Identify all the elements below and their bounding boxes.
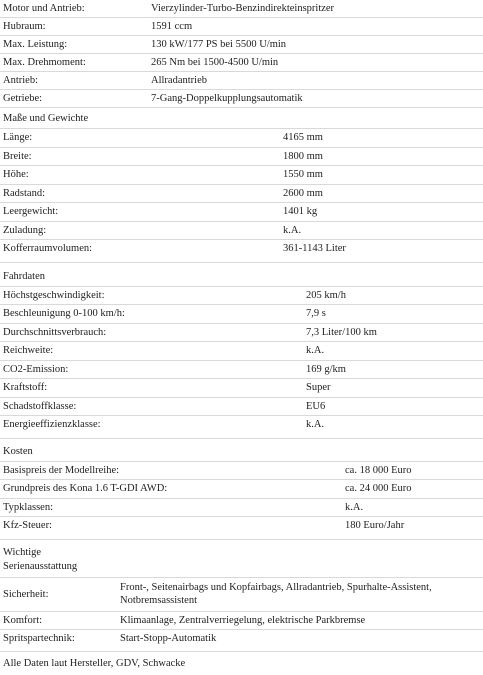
section-title-line: Wichtige	[3, 546, 42, 558]
spec-value: k.A.	[345, 501, 364, 513]
spec-value: 169 g/km	[306, 363, 346, 375]
section-title: Fahrdaten	[3, 270, 45, 282]
spec-label: Typklassen:	[3, 501, 54, 513]
spec-value: 4165 mm	[283, 132, 323, 143]
spec-row	[0, 415, 483, 434]
spec-label: Höchstgeschwindigkeit:	[3, 289, 105, 301]
spec-label: Durchschnittsverbrauch:	[3, 326, 107, 338]
spec-row	[0, 461, 483, 480]
spec-value: Klimaanlage, Zentralverriegelung, elektrische Parkbremse	[120, 614, 366, 626]
spec-label: Energieeffizienzklasse:	[3, 419, 101, 430]
spec-row	[0, 239, 483, 258]
spec-row	[0, 286, 483, 305]
spec-label: Leergewicht:	[3, 206, 59, 217]
spec-label: Zuladung:	[3, 224, 47, 236]
spec-label: Max. Drehmoment:	[3, 57, 86, 68]
kosten-section	[0, 438, 483, 535]
spec-row	[0, 71, 483, 89]
spec-label: Breite:	[3, 150, 32, 162]
spec-value: Vierzylinder-Turbo-Benzindirekteinspritzer	[151, 3, 335, 14]
source-note: Alle Daten laut Hersteller, GDV, Schwacke	[0, 651, 483, 675]
spec-label: Reichweite:	[3, 345, 54, 356]
spec-row	[0, 479, 483, 498]
spec-value: k.A.	[283, 224, 302, 236]
spec-label: CO2-Emission:	[3, 363, 69, 375]
spec-value: 7,9 s	[306, 308, 326, 319]
spec-row	[0, 304, 483, 323]
spec-value: k.A.	[306, 345, 325, 356]
spec-label: Antrieb:	[3, 75, 38, 86]
spec-row	[0, 184, 483, 203]
section-title-line: Serienausstattung	[3, 560, 78, 572]
masse-section	[0, 107, 483, 258]
spec-row	[0, 378, 483, 397]
spec-row	[0, 341, 483, 360]
spec-row	[0, 35, 483, 53]
section-title: Kosten	[3, 445, 33, 457]
spec-row	[0, 611, 483, 629]
spec-value: 205 km/h	[306, 289, 346, 301]
spec-value: ca. 18 000 Euro	[345, 464, 412, 476]
spec-label: Grundpreis des Kona 1.6 T-GDI AWD:	[3, 483, 168, 494]
spec-value: 1401 kg	[283, 206, 318, 217]
spec-value: 1800 mm	[283, 150, 323, 162]
spec-label: Hubraum:	[3, 21, 46, 32]
spec-row	[0, 53, 483, 71]
spec-row	[0, 498, 483, 517]
spec-label: Basispreis der Modellreihe:	[3, 464, 120, 476]
spec-label: Radstand:	[3, 187, 45, 199]
spec-row	[0, 165, 483, 184]
spec-value: 7-Gang-Doppelkupplungsautomatik	[151, 93, 303, 104]
spec-row	[0, 360, 483, 379]
spec-label: Kfz-Steuer:	[3, 520, 52, 531]
spec-row	[0, 221, 483, 240]
spec-label: Schadstoffklasse:	[3, 400, 77, 412]
spec-label: Höhe:	[3, 169, 29, 180]
spec-row	[0, 516, 483, 535]
spec-value: Allradantrieb	[151, 75, 207, 86]
spec-value: 2600 mm	[283, 187, 323, 199]
spec-label: Komfort:	[3, 614, 43, 626]
section-title	[0, 540, 483, 577]
spec-value: 1591 ccm	[151, 21, 193, 32]
spec-label: Kofferraumvolumen:	[3, 243, 93, 254]
spec-row	[0, 202, 483, 221]
spec-label: Motor und Antrieb:	[3, 3, 85, 14]
motor-section	[0, 0, 483, 107]
spec-value: Start-Stopp-Automatik	[120, 632, 217, 644]
spec-label: Kraftstoff:	[3, 382, 48, 393]
spec-value: Super	[306, 382, 331, 393]
spec-label: Max. Leistung:	[3, 39, 68, 50]
spec-row	[0, 17, 483, 35]
spec-label: Beschleunigung 0-100 km/h:	[3, 308, 125, 319]
spec-value: k.A.	[306, 419, 325, 430]
spec-label: Getriebe:	[3, 93, 43, 104]
spec-value: 1550 mm	[283, 169, 323, 180]
section-title: Maße und Gewichte	[3, 113, 89, 124]
spec-row	[0, 577, 483, 611]
spec-row	[0, 397, 483, 416]
spec-row	[0, 147, 483, 166]
ausstattung-section	[0, 539, 483, 647]
spec-label: Spritspartechnik:	[3, 632, 75, 644]
spec-value: 130 kW/177 PS bei 5500 U/min	[151, 39, 287, 50]
spec-row	[0, 0, 483, 17]
spec-label: Sicherheit:	[3, 588, 49, 600]
spec-row	[0, 323, 483, 342]
spec-value: ca. 24 000 Euro	[345, 483, 412, 494]
spec-label: Länge:	[3, 132, 33, 143]
spec-value: 361-1143 Liter	[283, 243, 346, 254]
fahrdaten-section	[0, 262, 483, 434]
spec-value: Front-, Seitenairbags und Kopfairbags, Allradantrieb, Spurhalte-Assistent, Notbremsassistent	[120, 582, 432, 606]
spec-value: 265 Nm bei 1500-4500 U/min	[151, 57, 279, 68]
spec-row	[0, 128, 483, 147]
spec-row	[0, 89, 483, 107]
spec-value: 180 Euro/Jahr	[345, 520, 405, 531]
spec-value: EU6	[306, 400, 326, 412]
spec-row	[0, 629, 483, 647]
spec-value: 7,3 Liter/100 km	[306, 326, 377, 338]
